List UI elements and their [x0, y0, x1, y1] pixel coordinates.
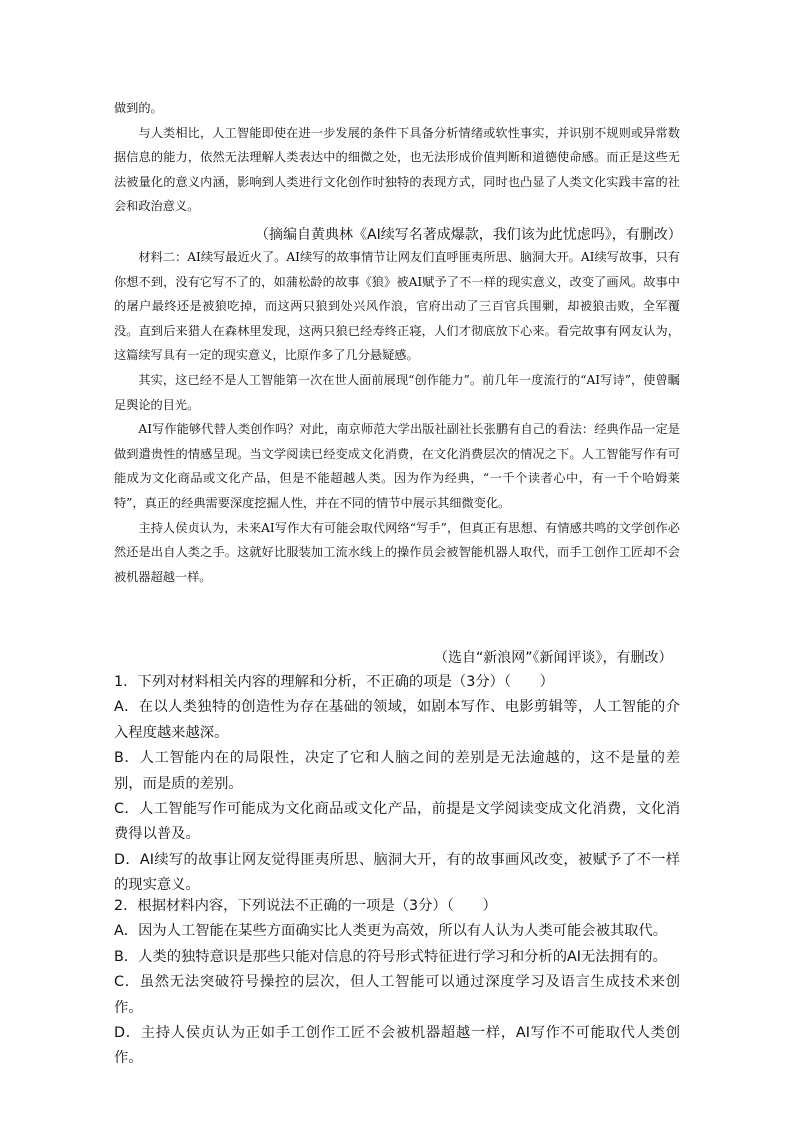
source-citation-two: （选自“新浪网”《新闻评谈》，有删改）: [434, 650, 673, 666]
paragraph: 与人类相比，人工智能即使在进一步发展的条件下具备分析情绪或软性事实，并识别不规则或异常数据信息的能力，依然无法理解人类表达中的细微之处，也无法形成价值判断和道德使命感。而正是这些无法被量化的意义内涵，影响到人类进行文化创作时独特的表现方式，同时也凸显了人类文化实践丰富的社会和政治意义。: [114, 125, 680, 214]
option-c: C．人工智能写作可能成为文化商品或文化产品，前提是文学阅读变成文化消费，文化消费得以普及。: [114, 801, 680, 843]
paragraph: AI写作能够代替人类创作吗？对此，南京师范大学出版社副社长张鹏有自己的看法：经典作品一定是做到遣贵性的情感呈现。当文学阅读已经变成文化消费，在文化消费层次的情况之下。人工智能写作有可能成为文化商品或文化产品，但是不能超越人类。因为作为经典，“一千个读者心中，有一千个哈姆莱特”，真正的经典需要深度挖掘人性，并在不同的情节中展示其细微变化。: [114, 422, 680, 510]
option-d: D．AI续写的故事让网友觉得匪夷所思、脑洞大开，有的故事画风改变，被赋予了不一样的现实意义。: [114, 851, 680, 894]
option-d: D．主持人侯贞认为正如手工创作工匠不会被机器超越一样，AI写作不可能取代人类创作。: [114, 1025, 680, 1067]
paragraph: 其实，这已经不是人工智能第一次在世人面前展现“创作能力”。前几年一度流行的“AI写诗”，使曾瞩足舆论的目光。: [114, 372, 680, 412]
option-b: B．人工智能内在的局限性，决定了它和人脑之间的差别是无法逾越的，这不是量的差别，而是质的差别。: [114, 750, 680, 792]
option-c: C．虽然无法突破符号操控的层次，但人工智能可以通过深度学习及语言生成技术来创作。: [114, 974, 680, 1016]
question-stem: 2．根据材料内容，下列说法不正确的一项是（3分）（ ）: [114, 898, 497, 914]
option-a: A．在以人类独特的创造性为存在基础的领域，如剧本写作、电影剪辑等，人工智能的介入程度越来越深。: [114, 699, 680, 741]
question-one: [114, 670, 680, 899]
paragraph: 材料二：AI续写最近火了。AI续写的故事情节让网友们直呼匪夷所思、脑洞大开。AI续写故事，只有你想不到，没有它写不了的，如蒲松龄的故事《狼》被AI赋予了不一样的现实意义，改变了画风。故事中的屠户最终还是被狼吃掉，而这两只狼到处兴风作浪，官府出动了三百官兵围剿，却被狼击败，全军覆没。直到后来猎人在森林里发现，这两只狼已经寿终正寝，人们才彻底放下心来。看完故事有网友认为，这篇续写具有一定的现实意义，比原作多了几分悬疑感。: [114, 250, 680, 363]
material-one-ending: [114, 96, 680, 219]
question-stem: 1．下列对材料相关内容的理解和分析，不正确的项是（3分）（ ）: [114, 674, 554, 690]
option-b: B．人类的独特意识是那些只能对信息的符号形式特征进行学习和分析的AI无法拥有的。: [114, 948, 667, 965]
option-a: A．因为人工智能在某些方面确实比人类更为高效，所以有人认为人类可能会被其取代。: [114, 923, 668, 940]
paragraph: 做到的。: [114, 101, 163, 115]
paragraph: 主持人侯贞认为，未来AI写作大有可能会取代网络“写手”，但真正有思想、有情感共鸣的文学创作必然还是出自人类之手。这就好比服装加工流水线上的操作员会被智能机器人取代，而手工创作工匠却不会被机器超越一样。: [114, 520, 680, 584]
material-two: [114, 245, 680, 589]
source-citation-one: （摘编自黄典林《AI续写名著成爆款，我们该为此忧虑吗》，有删改）: [255, 227, 682, 243]
question-two: [114, 894, 680, 1072]
